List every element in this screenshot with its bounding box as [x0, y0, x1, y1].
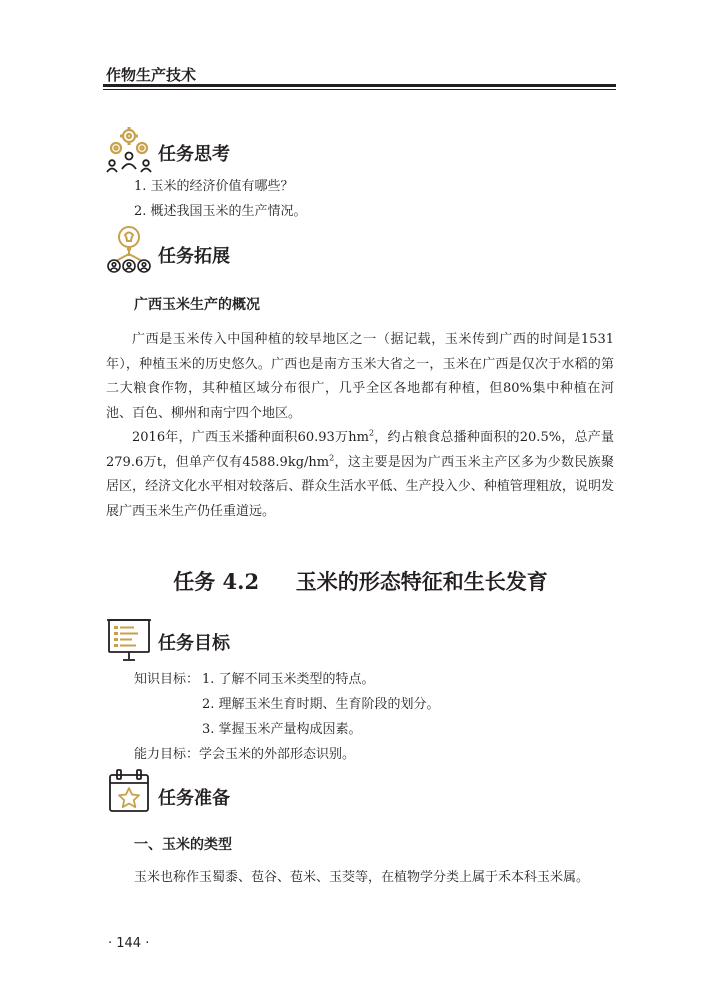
prep-text: 玉米也称作玉蜀黍、苞谷、苞米、玉茭等，在植物学分类上属于禾本科玉米属。 [134, 870, 590, 885]
lightbulb-people-icon [104, 224, 154, 274]
think-item-2: 2. 概述我国玉米的生产情况。 [134, 204, 307, 219]
ability-goal: 能力目标：学会玉米的外部形态识别。 [134, 747, 356, 762]
running-header: 作物生产技术 [106, 66, 197, 84]
task-heading [0, 566, 721, 596]
knowledge-item-1: 1. 了解不同玉米类型的特点。 [202, 672, 375, 687]
section-title-goal: 任务目标 [158, 633, 230, 654]
task-name: 玉米的形态特征和生长发育 [295, 569, 548, 594]
extend-paragraph-1: 广西是玉米传入中国种植的较早地区之一（据记载，玉米传到广西的时间是1531年），种植玉米的历史悠久。广西也是南方玉米大省之一，玉米在广西是仅次于水稻的第二大粮食作物，其种植区域分布很广，几乎全区各地都有种植，但80%集中种植在河池、百色、柳州和南宁四个地区。 [106, 332, 614, 421]
header-rule-thin [103, 89, 616, 90]
page-number: · 144 · [108, 936, 150, 951]
section-title-think: 任务思考 [158, 144, 230, 165]
section-title-extend: 任务拓展 [158, 246, 230, 267]
presentation-board-icon [106, 616, 152, 662]
prep-subtitle: 一、玉米的类型 [134, 837, 232, 853]
knowledge-item-3: 3. 掌握玉米产量构成因素。 [202, 722, 362, 737]
gears-people-icon [104, 124, 154, 174]
knowledge-item-2: 2. 理解玉米生育时期、生育阶段的划分。 [202, 697, 440, 712]
calendar-star-icon [106, 768, 152, 814]
think-item-1: 1. 玉米的经济价值有哪些？ [134, 179, 294, 194]
extend-subtitle: 广西玉米生产的概况 [134, 297, 260, 313]
header-rule-thick [103, 84, 616, 87]
task-number: 任务 4.2 [173, 569, 260, 594]
extend-paragraph-2: 2016年，广西玉米播种面积60.93万$hm^2$，约占粮食总播种面积的20.5%，总产量279.6万t，但单产仅有$4588.9kg/hm^2$，这主要是因为广西玉米主产区多为少数民族聚居区，经济文化水平相对较落后、群众生活水平低、生产投入少、种植管理粗放，说明发展广西玉米生产仍任重道远。 [106, 428, 614, 519]
section-title-prep: 任务准备 [158, 788, 230, 809]
knowledge-label: 知识目标： [134, 672, 200, 687]
